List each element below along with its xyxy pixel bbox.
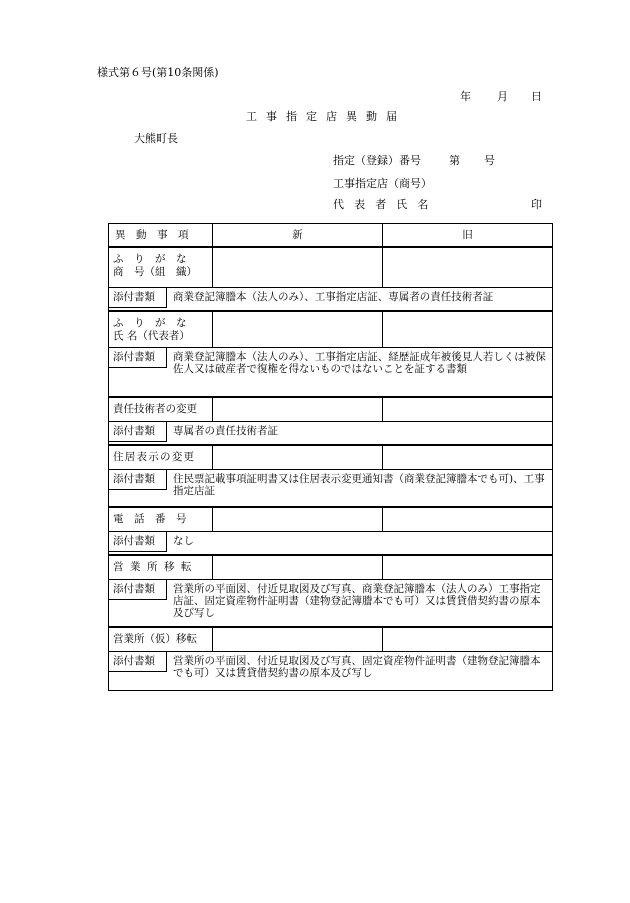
attachment-label: 添付書類 [109,652,167,672]
item-row-office-relocation [109,556,552,580]
old-value-cell[interactable] [383,556,552,579]
col-old-header: 旧 [462,228,473,241]
old-value-cell[interactable] [383,312,552,347]
attachment-text: 営業所の平面図、付近見取図及び写真、固定資産物件証明書（建物登記簿謄本でも可）又は賃貸借契約書の原本及び写し [173,655,541,679]
item-label-text: 氏 名（代表者） [113,329,190,342]
new-value-cell[interactable] [213,398,383,421]
attachment-text: 専属者の責任技術者証 [173,425,278,437]
item-row-phone-number [109,508,552,532]
item-label-temporary-office-relocation: 営業所（仮）移転 [109,628,213,651]
item-label-office-relocation: 営 業 所 移 転 [109,556,213,579]
attachment-text: 商業登記簿謄本（法人のみ）、工事指定店証、経歴証成年被後見人若しくは被保佐人又は破産者で復権を得ないものではないことを証する書類 [173,351,546,375]
item-label-trade-name [109,248,213,287]
ruby-label: ふ り が な [113,253,187,265]
shop-name-label: 工事指定店（商号） [333,177,432,190]
old-value-cell[interactable] [383,398,552,421]
new-value-cell[interactable] [213,312,383,347]
designation-label: 指定（登録）番号 [333,154,421,167]
attachment-label: 添付書類 [109,348,167,368]
representative-label: 代 表 者 氏 名 [333,198,432,211]
date-day: 日 [531,90,542,103]
document-title: 工 事 指 定 店 異 動 届 [246,110,400,123]
attachment-label: 添付書類 [109,470,167,490]
change-items-table [108,223,553,691]
attachment-text: 住民票記載事項証明書又は住居表示変更通知書（商業登記簿謄本でも可)、工事指定店証 [173,473,545,497]
attachment-row-phone-number [109,532,552,556]
designation-prefix: 第 [449,154,460,167]
col-new-header: 新 [213,224,383,246]
old-value-cell[interactable] [383,628,552,651]
attachment-row-temporary-office-relocation [109,652,552,690]
attachment-text: 営業所の平面図、付近見取図及び写真、商業登記簿謄本（法人のみ）工事指定店証、固定資産物件証明書（建物登記簿謄本でも可）又は賃貸借契約書の原本及び写し [173,583,541,619]
item-row-trade-name [109,248,552,288]
attachment-row-address-display [109,470,552,508]
item-label-text: 商 号（組 織） [113,265,197,278]
old-value-cell[interactable] [383,446,552,469]
attachment-row-trade-name [109,288,552,312]
seal-mark: 印 [531,198,542,211]
new-value-cell[interactable] [213,556,383,579]
attachment-row-representative [109,348,552,398]
ruby-label: ふ り が な [113,317,187,329]
item-label-phone-number: 電 話 番 号 [109,508,213,531]
item-label-chief-engineer: 責任技術者の変更 [109,398,213,421]
new-value-cell[interactable] [213,446,383,469]
addressee: 大熊町長 [134,132,178,145]
attachment-label: 添付書類 [109,288,167,308]
attachment-text: なし [173,535,194,547]
item-label-address-display: 住居表示の変更 [109,446,213,469]
designation-suffix: 号 [484,154,495,167]
col-item-header: 異 動 事 項 [109,224,213,246]
attachment-label: 添付書類 [109,580,167,600]
old-value-cell[interactable] [383,248,552,287]
table-header-row [109,224,552,248]
attachment-row-office-relocation [109,580,552,628]
item-row-chief-engineer [109,398,552,422]
item-row-address-display [109,446,552,470]
item-label-representative [109,312,213,347]
new-value-cell[interactable] [213,248,383,287]
date-month: 月 [497,90,508,103]
new-value-cell[interactable] [213,508,383,531]
form-number: 様式第６号(第10条関係) [97,66,219,79]
old-value-cell[interactable] [383,508,552,531]
attachment-row-chief-engineer [109,422,552,446]
attachment-text: 商業登記簿謄本（法人のみ）、工事指定店証、専属者の責任技術者証 [173,291,494,303]
attachment-label: 添付書類 [109,422,167,442]
date-year: 年 [460,90,471,103]
item-row-temporary-office-relocation [109,628,552,652]
new-value-cell[interactable] [213,628,383,651]
item-row-representative [109,312,552,348]
attachment-label: 添付書類 [109,532,167,552]
